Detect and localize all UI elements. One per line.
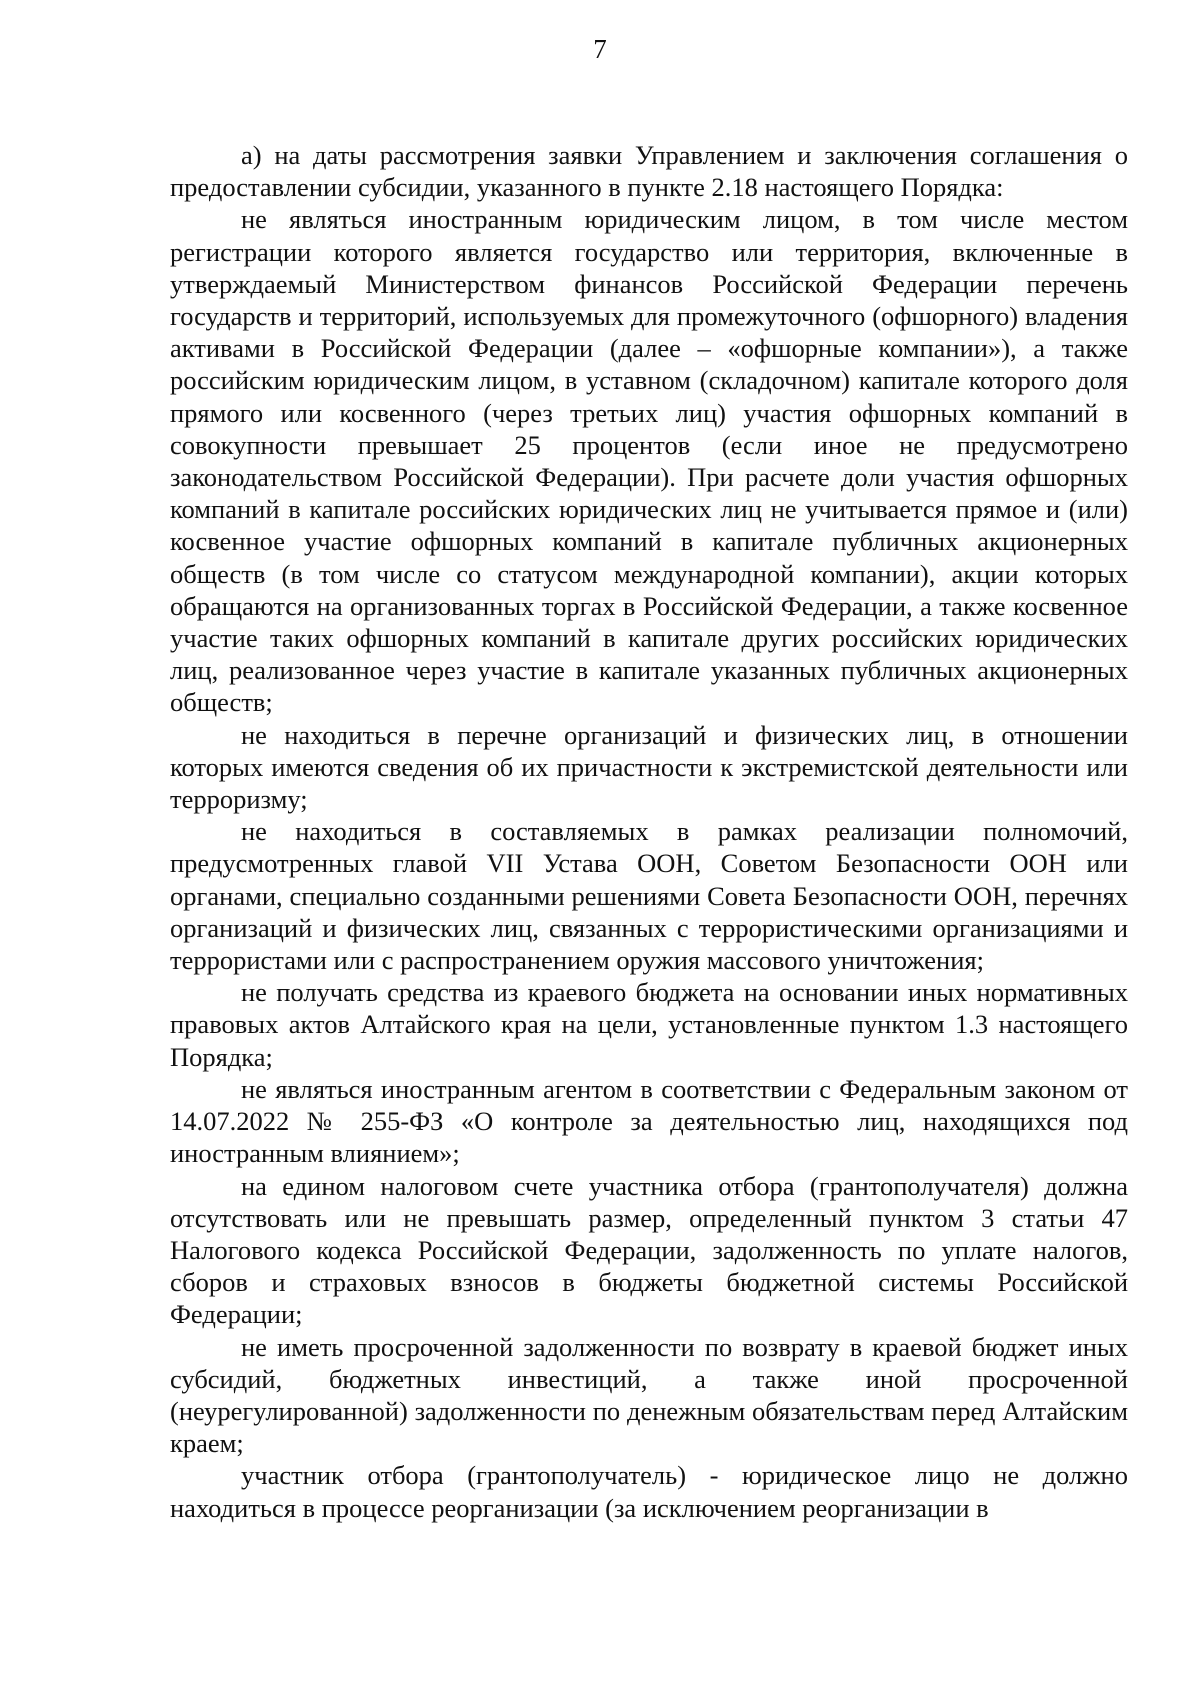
paragraph-extremism: не находиться в перечне организаций и физических лиц, в отношении которых имеются сведения об их причастности к экстремистской деятельности или терроризму; [170,719,1128,815]
paragraph-overdue-debt: не иметь просроченной задолженности по возврату в краевой бюджет иных субсидий, бюджетных инвестиций, а также иной просроченной (неурегулированной) задолженности по денежным обязательствам перед Алтайским краем; [170,1331,1128,1459]
paragraph-un-lists: не находиться в составляемых в рамках реализации полномочий, предусмотренных главой VII Устава ООН, Советом Безопасности ООН или органами, специально созданными решениями Совета Безопасности ООН, перечнях организаций и физических лиц, связанных с террористическими организациями и террористами или с распространением оружия массового уничтожения; [170,816,1128,976]
page-number: 7 [593,34,607,64]
paragraph-foreign-agent: не являться иностранным агентом в соответствии с Федеральным законом от 14.07.2022 № 255-ФЗ «О контроле за деятельностью лиц, находящихся под иностранным влиянием»; [170,1073,1128,1169]
paragraph-intro-a: а) на даты рассмотрения заявки Управлением и заключения соглашения о предоставлении субсидии, указанного в пункте 2.18 настоящего Порядка: [170,140,1128,203]
paragraph-regional-budget: не получать средства из краевого бюджета на основании иных нормативных правовых актов Алтайского края на цели, установленные пунктом 1.3 настоящего Порядка; [170,977,1128,1072]
paragraph-offshore: не являться иностранным юридическим лицом, в том числе местом регистрации которого является государство или территория, включенные в утверждаемый Министерством финансов Российской Федерации перечень государств и территорий, используемых для промежуточного (офшорного) владения активами в Российской Федерации (далее – «офшорные компании»), а также российским юридическим лицом, в уставном (складочном) капитале которого доля прямого или косвенного (через третьих лиц) участия офшорных компаний в совокупности превышает 25 процентов (если иное не предусмотрено законодательством Российской Федерации). При расчете доли участия офшорных компаний в капитале российских юридических лиц не учитывается прямое и (или) косвенное участие офшорных компаний в капитале публичных акционерных обществ (в том числе со статусом международной компании), акции которых обращаются на организованных торгах в Российской Федерации, а также косвенное участие таких офшорных компаний в капитале других российских юридических лиц, реализованное через участие в капитале указанных публичных акционерных обществ; [170,204,1128,718]
document-body [170,139,1128,1524]
paragraph-reorganization: участник отбора (грантополучатель) - юридическое лицо не должно находиться в процессе реорганизации (за исключением реорганизации в [170,1460,1128,1523]
paragraph-tax-account: на едином налоговом счете участника отбора (грантополучателя) должна отсутствовать или не превышать размер, определенный пунктом 3 статьи 47 Налогового кодекса Российской Федерации, задолженность по уплате налогов, сборов и страховых взносов в бюджеты бюджетной системы Российской Федерации; [170,1170,1128,1330]
